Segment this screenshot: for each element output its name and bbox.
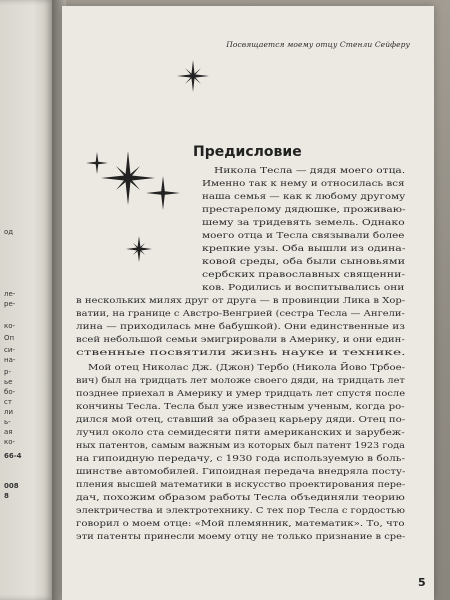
chapter-heading: Предисловие [193, 144, 302, 160]
text-line: дач, похожим образом работы Тесла объединяли теорию [76, 493, 405, 503]
prev-page-text: ст [4, 398, 12, 406]
sparkle-star-icon [144, 174, 182, 212]
text-line: крепкие узы. Оба вышли из одина- [202, 244, 406, 254]
text-line: Никола Тесла — дядя моего отца. [214, 166, 406, 176]
prev-page-text: ь- [4, 418, 11, 426]
text-line: пления высшей математики в искусство проектирования пере- [76, 480, 406, 490]
prev-page-text: р- [4, 368, 11, 376]
text-line: кончины Тесла. Тесла был уже известным ученым, когда ро- [76, 402, 405, 412]
text-line: ковой среды, оба были сыновьями [202, 257, 406, 267]
text-line: Мой отец Николас Дж. (Джон) Тербо (Никола Йово Трбое- [88, 363, 406, 373]
text-line: в нескольких милях друг от друга — в провинции Лика в Хор- [76, 296, 406, 306]
prev-page-text: ко- [4, 438, 16, 446]
prev-page-text: ре- [4, 300, 16, 308]
prev-page-text: 008 [4, 482, 19, 490]
text-line: лина — приходилась мне бабушкой). Они единственные из [76, 322, 405, 332]
prev-page-text: бо- [4, 388, 16, 396]
prev-page-text: 66-4 [4, 452, 22, 460]
text-line: лучил около ста семидесяти пяти американских и зарубеж- [76, 428, 405, 438]
prev-page-text: Оп [4, 334, 15, 342]
text-line: на гипоидную передачу, с 1930 года используемую в боль- [76, 454, 406, 464]
text-line: эти патенты принесли моему отцу не только признание в сре- [76, 532, 406, 542]
prev-page-text: ли [4, 408, 14, 416]
prev-page-text: ле- [4, 290, 16, 298]
prev-page-text: ая [4, 428, 13, 436]
text-line: ков. Родились и воспитывались они [202, 283, 405, 293]
sparkle-star-icon [175, 58, 211, 94]
text-line: вич) был на тридцать лет моложе своего дяди, на тридцать лет [76, 376, 405, 386]
text-line: моего отца и Тесла связывали более [202, 231, 405, 241]
text-line: шему за тридевять земель. Однако [202, 218, 405, 228]
prev-page-text: си- [4, 346, 15, 354]
text-line: ватии, на границе с Австро-Венгрией (сестра Тесла — Ангели- [76, 309, 405, 319]
book-page [62, 6, 434, 600]
prev-page-text: ье [4, 378, 13, 386]
previous-page-edge [0, 0, 52, 600]
text-line: позднее приехал в Америку и умер тридцать лет спустя после [76, 389, 406, 399]
text-line: ных патентов, самым важным из которых был патент 1923 года [76, 441, 405, 451]
prev-page-text: 8 [4, 492, 9, 500]
text-line: наша семья — как к любому другому [202, 192, 406, 202]
text-line: ственные посвятили жизнь науке и технике. [76, 348, 406, 358]
prev-page-text: ко- [4, 322, 16, 330]
text-line: сербских православных священни- [202, 270, 406, 280]
text-line: электричества и электротехнику. С тех пор Тесла с гордостью [76, 506, 406, 516]
text-line: говорил о моем отце: «Мой племянник, математик». То, что [76, 519, 405, 529]
prev-page-text: на- [4, 356, 16, 364]
dedication: Посвящается моему отцу Стенли Сейферу [226, 40, 410, 49]
sparkle-star-icon [124, 234, 154, 264]
page-number: 5 [418, 576, 426, 589]
text-line: всей небольшой семьи эмигрировали в Америку, и они един- [76, 335, 405, 345]
text-line: престарелому дядюшке, проживаю- [202, 205, 406, 215]
text-line: дился мой отец, ставший за образец карьеру дяди. Отец по- [76, 415, 406, 425]
prev-page-text: од [4, 228, 14, 236]
text-line: Именно так к нему и относилась вся [202, 179, 405, 189]
text-line: шинстве автомобилей. Гипоидная передача внедряла посту- [76, 467, 406, 477]
